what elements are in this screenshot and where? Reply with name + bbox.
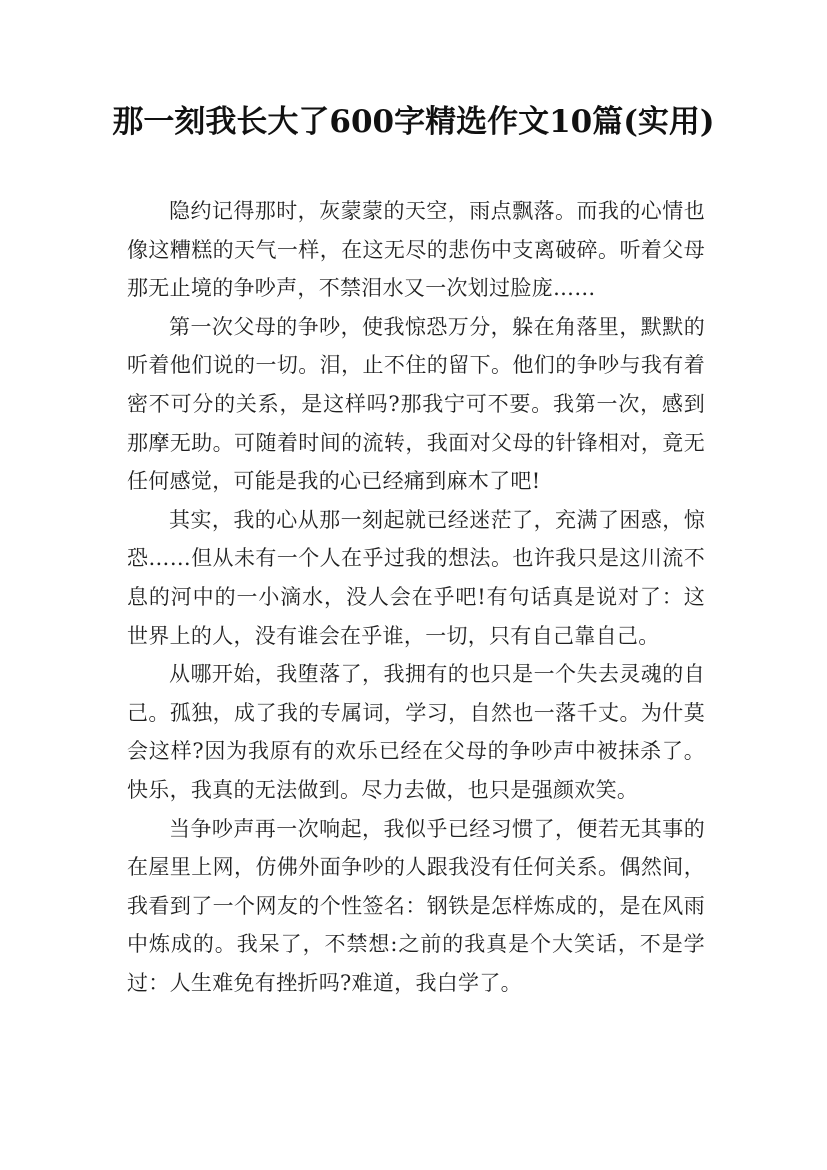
paragraph-2: 第一次父母的争吵，使我惊恐万分，躲在角落里，默默的听着他们说的一切。泪，止不住的留下。他们的争吵与我有着密不可分的关系，是这样吗?那我宁可不要。我第一次，感到那摩无助。可随着时间的流转，我面对父母的针锋相对，竟无任何感觉，可能是我的心已经痛到麻木了吧! [127, 314, 705, 494]
paragraph-3: 其实，我的心从那一刻起就已经迷茫了，充满了困惑，惊恐……但从未有一个人在乎过我的想法。也许我只是这川流不息的河中的一小滴水，没人会在乎吧!有句话真是说对了：这世界上的人，没有谁会在乎谁，一切，只有自己靠自己。 [127, 507, 705, 648]
paragraph-5: 当争吵声再一次响起，我似乎已经习惯了，便若无其事的在屋里上网，仿佛外面争吵的人跟我没有任何关系。偶然间，我看到了一个网友的个性签名：钢铁是怎样炼成的，是在风雨中炼成的。我呆了，不禁想:之前的我真是个大笑话，不是学过：人生难免有挫折吗?难道，我白学了。 [127, 816, 705, 995]
document-title: 那一刻我长大了600字精选作文10篇(实用) [112, 104, 715, 140]
paragraph-4: 从哪开始，我堕落了，我拥有的也只是一个失去灵魂的自己。孤独，成了我的专属词，学习，自然也一落千丈。为什莫会这样?因为我原有的欢乐已经在父母的争吵声中被抹杀了。快乐，我真的无法做到。尽力去做，也只是强颜欢笑。 [127, 662, 705, 802]
paragraph-1: 隐约记得那时，灰蒙蒙的天空，雨点飘落。而我的心情也像这糟糕的天气一样，在这无尽的悲伤中支离破碎。听着父母那无止境的争吵声，不禁泪水又一次划过脸庞…… [127, 199, 705, 301]
document-body [127, 192, 705, 1002]
